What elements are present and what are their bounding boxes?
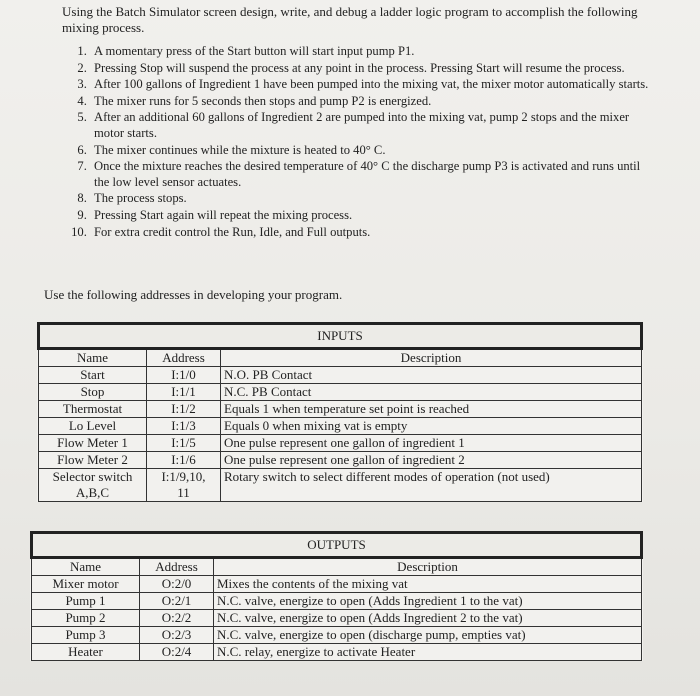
cell-address: O:2/3 <box>140 627 214 644</box>
cell-description: N.O. PB Contact <box>221 367 642 384</box>
cell-name <box>39 469 147 502</box>
cell-description: N.C. valve, energize to open (Adds Ingredient 1 to the vat) <box>214 593 642 610</box>
table-row <box>32 627 642 644</box>
cell-name: Thermostat <box>39 401 147 418</box>
cell-description: Mixes the contents of the mixing vat <box>214 576 642 593</box>
cell-address: I:1/1 <box>147 384 221 401</box>
header-name: Name <box>39 349 147 367</box>
step-item: 4. The mixer runs for 5 seconds then stops and pump P2 is energized. <box>90 94 650 110</box>
cell-address: I:1/3 <box>147 418 221 435</box>
step-item: 7. Once the mixture reaches the desired temperature of 40° C the discharge pump P3 is activated and runs until the low level sensor actuates. <box>90 159 650 190</box>
table-header-row <box>32 558 642 576</box>
cell-address: O:2/4 <box>140 644 214 661</box>
table-row <box>32 644 642 661</box>
cell-address-line1: I:1/9,10, <box>161 469 206 484</box>
header-description: Description <box>214 558 642 576</box>
intro-text: Using the Batch Simulator screen design, write, and debug a ladder logic program to accomplish the following mixing process. <box>62 4 638 35</box>
cell-address: I:1/2 <box>147 401 221 418</box>
cell-address: O:2/2 <box>140 610 214 627</box>
table-row <box>32 593 642 610</box>
cell-address: O:2/1 <box>140 593 214 610</box>
cell-name: Pump 3 <box>32 627 140 644</box>
cell-name: Flow Meter 1 <box>39 435 147 452</box>
cell-address: I:1/0 <box>147 367 221 384</box>
cell-description: N.C. valve, energize to open (Adds Ingredient 2 to the vat) <box>214 610 642 627</box>
cell-name: Stop <box>39 384 147 401</box>
cell-address: I:1/6 <box>147 452 221 469</box>
cell-description: Equals 0 when mixing vat is empty <box>221 418 642 435</box>
cell-name: Flow Meter 2 <box>39 452 147 469</box>
cell-description: One pulse represent one gallon of ingredient 2 <box>221 452 642 469</box>
cell-name-line2: A,B,C <box>75 485 110 500</box>
table-row <box>39 435 642 452</box>
cell-name: Heater <box>32 644 140 661</box>
table-row <box>32 576 642 593</box>
step-item: 6. The mixer continues while the mixture is heated to 40° C. <box>90 143 650 159</box>
table-row <box>39 452 642 469</box>
cell-description: N.C. valve, energize to open (discharge pump, empties vat) <box>214 627 642 644</box>
header-description: Description <box>221 349 642 367</box>
cell-description: N.C. relay, energize to activate Heater <box>214 644 642 661</box>
steps-list <box>60 44 650 241</box>
instruction-line: Use the following addresses in developing your program. <box>44 287 343 302</box>
step-item: 2. Pressing Stop will suspend the process at any point in the process. Pressing Start will resume the process. <box>90 61 650 77</box>
cell-description: Rotary switch to select different modes of operation (not used) <box>221 469 642 502</box>
table-row <box>39 384 642 401</box>
step-item: 1. A momentary press of the Start button will start input pump P1. <box>90 44 650 60</box>
table-row <box>39 401 642 418</box>
step-item: 10. For extra credit control the Run, Idle, and Full outputs. <box>90 225 650 241</box>
step-item: 5. After an additional 60 gallons of Ingredient 2 are pumped into the mixing vat, pump 2 stops and the mixer motor starts. <box>90 110 650 141</box>
cell-address-line2: 11 <box>177 485 190 500</box>
cell-address <box>147 469 221 502</box>
cell-name: Mixer motor <box>32 576 140 593</box>
cell-name: Start <box>39 367 147 384</box>
inputs-title: INPUTS <box>39 324 642 349</box>
header-address: Address <box>147 349 221 367</box>
header-name: Name <box>32 558 140 576</box>
step-item: 3. After 100 gallons of Ingredient 1 have been pumped into the mixing vat, the mixer motor automatically starts. <box>90 77 650 93</box>
header-address: Address <box>140 558 214 576</box>
table-row <box>32 610 642 627</box>
cell-name: Lo Level <box>39 418 147 435</box>
table-row <box>39 469 642 502</box>
cell-description: One pulse represent one gallon of ingredient 1 <box>221 435 642 452</box>
step-item: 9. Pressing Start again will repeat the mixing process. <box>90 208 650 224</box>
outputs-table <box>30 531 643 661</box>
table-row <box>39 367 642 384</box>
cell-address: O:2/0 <box>140 576 214 593</box>
cell-name-line1: Selector switch <box>52 469 133 484</box>
cell-description: N.C. PB Contact <box>221 384 642 401</box>
cell-description: Equals 1 when temperature set point is reached <box>221 401 642 418</box>
table-header-row <box>39 349 642 367</box>
outputs-title: OUTPUTS <box>32 533 642 558</box>
table-row <box>39 418 642 435</box>
cell-name: Pump 1 <box>32 593 140 610</box>
step-item: 8. The process stops. <box>90 191 650 207</box>
inputs-table <box>37 322 643 502</box>
cell-name: Pump 2 <box>32 610 140 627</box>
cell-address: I:1/5 <box>147 435 221 452</box>
